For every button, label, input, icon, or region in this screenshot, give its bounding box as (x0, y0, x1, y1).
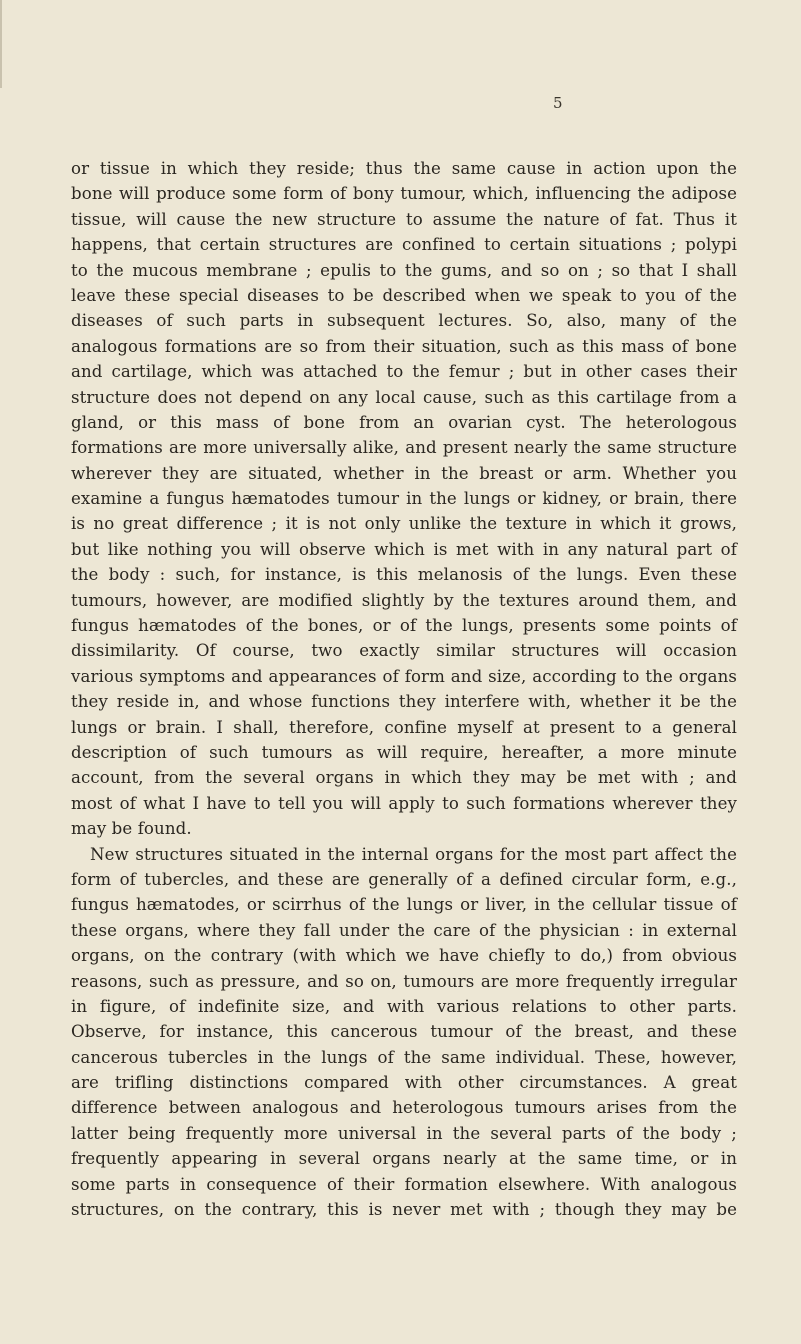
text-line: tumours, however, are modified slightly by the textures around them, and (71, 590, 737, 610)
text-line: account, from the several organs in which they may be met with ; and (71, 768, 737, 788)
text-line: latter being frequently more universal in the several parts of the body ; (71, 1123, 737, 1143)
text-line: these organs, where they fall under the care of the physician : in external (71, 920, 737, 940)
text-line: most of what I have to tell you will apply to such formations wherever they (71, 793, 737, 813)
text-line: dissimilarity. Of course, two exactly similar structures will occasion (71, 641, 737, 661)
text-line: lungs or brain. I shall, therefore, confine myself at present to a general (71, 717, 737, 737)
text-line: structures, on the contrary, this is never met with ; though they may be (71, 1200, 737, 1220)
text-line: organs, on the contrary (with which we have chiefly to do,) from obvious (71, 946, 737, 966)
text-line: are trifling distinctions compared with other circumstances. A great (71, 1073, 737, 1093)
text-line: various symptoms and appearances of form and size, according to the organs (71, 666, 737, 686)
text-line: description of such tumours as will require, hereafter, a more minute (71, 742, 737, 762)
text-line: formations are more universally alike, and present nearly the same structure (71, 438, 737, 458)
text-line: tissue, will cause the new structure to assume the nature of fat. Thus it (71, 209, 737, 229)
text-line: gland, or this mass of bone from an ovarian cyst. The heterologous (71, 412, 737, 432)
text-line: some parts in consequence of their formation elsewhere. With analogous (71, 1174, 737, 1194)
text-line: form of tubercles, and these are generally of a defined circular form, e.g., (71, 869, 737, 889)
text-line: analogous formations are so from their situation, such as this mass of bone (71, 336, 737, 356)
text-line: bone will produce some form of bony tumour, which, influencing the adipose (71, 184, 737, 204)
text-line: and cartilage, which was attached to the femur ; but in other cases their (71, 362, 737, 382)
body-text (71, 156, 737, 1222)
text-line: reasons, such as pressure, and so on, tumours are more frequently irregular (71, 971, 737, 991)
scan-edge-mark (0, 0, 2, 88)
text-line: fungus hæmatodes of the bones, or of the lungs, presents some points of (71, 616, 737, 636)
text-line: may be found. (71, 819, 192, 839)
text-line: but like nothing you will observe which is met with in any natural part of (71, 539, 737, 559)
text-line: or tissue in which they reside; thus the same cause in action upon the (71, 159, 737, 178)
text-line: Observe, for instance, this cancerous tumour of the breast, and these (71, 1022, 737, 1042)
text-line: cancerous tubercles in the lungs of the same individual. These, however, (71, 1047, 737, 1067)
text-line: examine a fungus hæmatodes tumour in the lungs or kidney, or brain, there (71, 489, 737, 509)
text-line: to the mucous membrane ; epulis to the gums, and so on ; so that I shall (71, 260, 737, 280)
text-line: structure does not depend on any local cause, such as this cartilage from a (71, 387, 737, 407)
text-line: fungus hæmatodes, or scirrhus of the lungs or liver, in the cellular tissue of (71, 895, 737, 915)
text-line: the body : such, for instance, is this melanosis of the lungs. Even these (71, 565, 737, 585)
text-line: leave these special diseases to be described when we speak to you of the (71, 285, 737, 305)
text-line: they reside in, and whose functions they interfere with, whether it be the (71, 692, 737, 712)
text-line: in figure, of indefinite size, and with various relations to other parts. (71, 996, 737, 1016)
text-line: wherever they are situated, whether in the breast or arm. Whether you (71, 463, 737, 483)
text-line: happens, that certain structures are confined to certain situations ; polypi (71, 235, 737, 255)
text-line: New structures situated in the internal organs for the most part affect the (90, 844, 737, 864)
page-number: 5 (553, 94, 563, 112)
text-line: diseases of such parts in subsequent lectures. So, also, many of the (71, 311, 737, 331)
text-line: difference between analogous and heterologous tumours arises from the (71, 1098, 737, 1118)
text-line: frequently appearing in several organs nearly at the same time, or in (71, 1149, 737, 1169)
text-line: is no great difference ; it is not only unlike the texture in which it grows, (71, 514, 737, 534)
